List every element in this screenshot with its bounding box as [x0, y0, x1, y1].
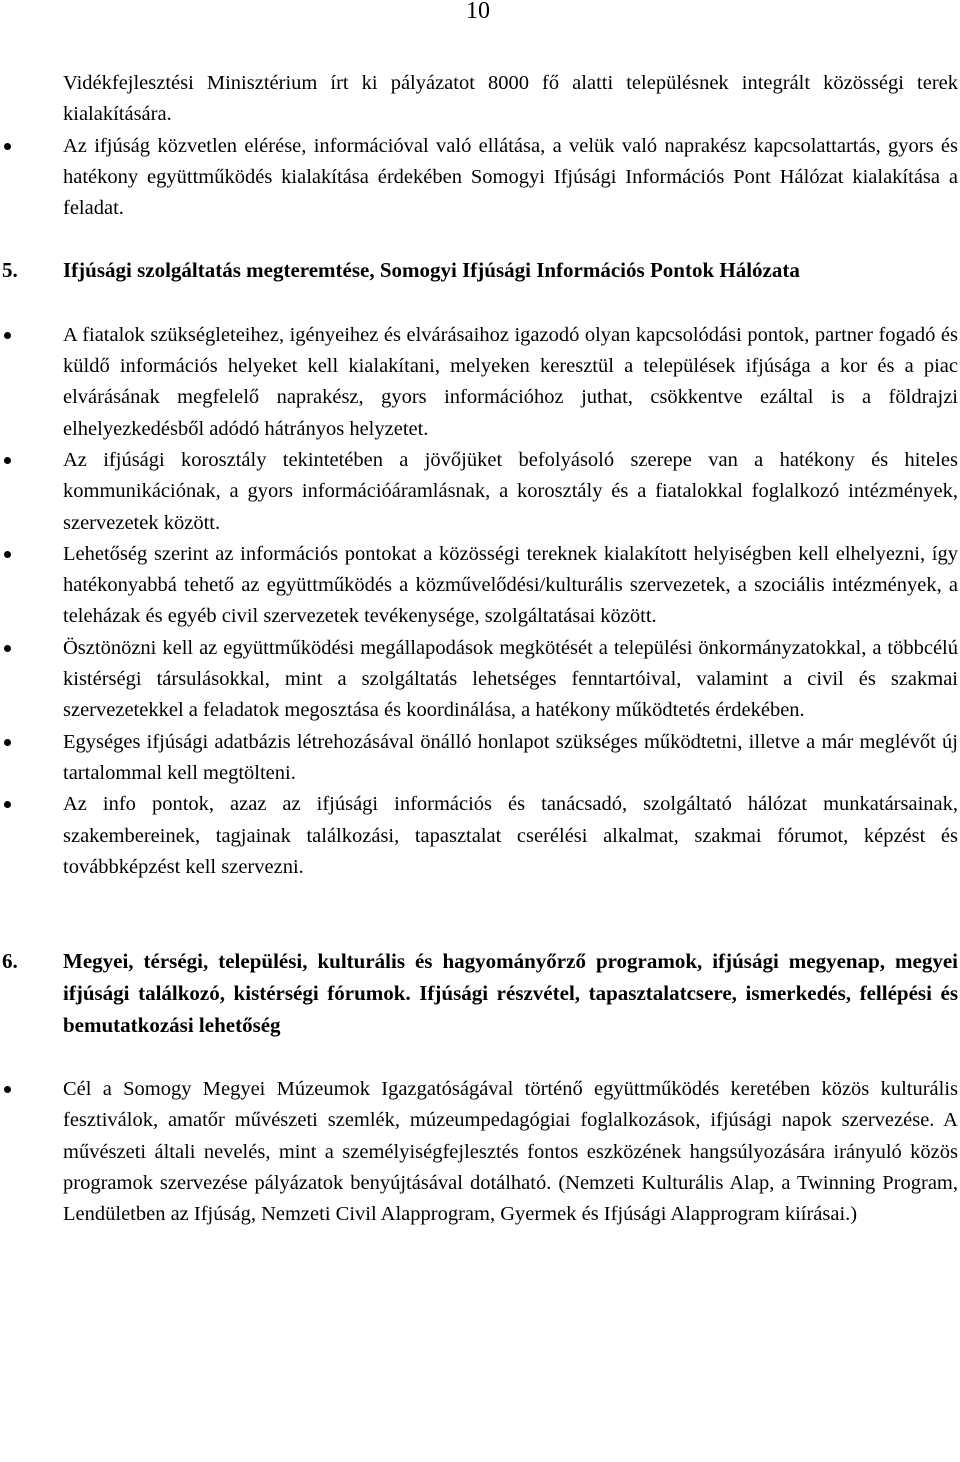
bullet-icon: [4, 739, 11, 746]
intro-continuation-paragraph: Vidékfejlesztési Minisztérium írt ki pályázatot 8000 fő alatti településnek integrált közösségi terek kialakítására.: [63, 72, 958, 126]
list-item-text: Cél a Somogy Megyei Múzeumok Igazgatóságával történő együttműködés keretében közös kulturális fesztiválok, amatőr művészeti szemlék, múzeumpedagógiai foglalkozások, ifjúsági napok szervezése. A művészeti általi nevelés, mint a személyiségfejlesztés fontos eszközének hangsúlyozására irányuló közös programok szervezése pályázatok benyújtásával dotálható. (Nemzeti Kulturális Alap, a Twinning Program, Lendületben az Ifjúság, Nemzeti Civil Alapprogram, Gyermek és Ifjúsági Alapprogram kiírásai.): [63, 1078, 958, 1226]
section-6-number: 6.: [2, 949, 18, 974]
bullet-icon: [4, 801, 11, 808]
list-item-text: Az ifjúsági korosztály tekintetében a jövőjüket befolyásoló szerepe van a hatékony és hiteles kommunikációnak, a gyors információáramlásnak, a korosztály és a fiatalokkal foglalkozó intézmények, szervezetek között.: [63, 448, 958, 534]
list-item-text: Egységes ifjúsági adatbázis létrehozásával önálló honlapot szükséges működtetni, illetve a már meglévőt új tartalommal kell megtölteni.: [63, 730, 958, 784]
list-item: [63, 131, 958, 225]
section-5-title: Ifjúsági szolgáltatás megteremtése, Somogyi Ifjúsági Információs Pontok Hálózata: [63, 258, 800, 283]
section-5-bullet-list: [63, 320, 958, 883]
section-6-bullet-list: [63, 1074, 958, 1230]
section-6-heading: [2, 945, 958, 1041]
list-item: [63, 789, 958, 883]
list-item-text: Ösztönözni kell az együttműködési megállapodások megkötését a települési önkormányzatokkal, a többcélú kistérségi társulásokkal, mint a szolgáltatás lehetséges fenntartóival, valamint a civil és szakmai szervezetekkel a feladatok megosztása és koordinálása, a hatékony működtetés érdekében.: [63, 636, 958, 722]
list-item: [63, 633, 958, 727]
document-body: [2, 68, 958, 1231]
list-item: [63, 539, 958, 633]
section-6-title: Megyei, térségi, települési, kulturális és hagyományőrző programok, ifjúsági megyenap, megyei ifjúsági találkozó, kistérségi fórumok. Ifjúsági részvétel, tapasztalatcsere, ismerkedés, fellépési és bemutatkozási lehetőség: [63, 949, 958, 1038]
bullet-icon: [4, 332, 11, 339]
list-item-text: Az ifjúság közvetlen elérése, információval való ellátása, a velük való naprakész kapcsolattartás, gyors és hatékony együttműködés kialakítása érdekében Somogyi Ifjúsági Információs Pont Hálózat kialakítása a feladat.: [63, 134, 958, 220]
list-item: [63, 445, 958, 539]
intro-bullet-list: [63, 131, 958, 225]
bullet-icon: [4, 551, 11, 558]
bullet-icon: [4, 1086, 11, 1093]
section-5-number: 5.: [2, 258, 18, 283]
section-5-heading: [2, 255, 958, 286]
list-item: [63, 1074, 958, 1230]
page-number: 10: [466, 0, 490, 24]
list-item-text: Az info pontok, azaz az ifjúsági információs és tanácsadó, szolgáltató hálózat munkatársainak, szakembereinek, tagjainak találkozási, tapasztalat cserélési alkalmat, szakmai fórumot, képzést és továbbképzést kell szervezni.: [63, 793, 958, 878]
list-item-text: Lehetőség szerint az információs pontokat a közösségi tereknek kialakított helyiségben kell elhelyezni, így hatékonyabbá tehető az együttműködés a közművelődési/kulturális szervezetek, a szociális intézmények, a teleházak és egyéb civil szervezetek tevékenysége, szolgáltatásai között.: [63, 542, 958, 628]
bullet-icon: [4, 143, 11, 150]
list-item-text: A fiatalok szükségleteihez, igényeihez és elvárásaihoz igazodó olyan kapcsolódási pontok, partner fogadó és küldő információs helyeket kell kialakítani, melyeken keresztül a települések ifjúsága a kor és a piac elvárásának megfelelő naprakész, gyors információhoz juthat, csökkentve ezáltal is a földrajzi elhelyezkedésből adódó hátrányos helyzetet.: [63, 323, 958, 440]
bullet-icon: [4, 645, 11, 652]
bullet-icon: [4, 457, 11, 464]
list-item: [63, 727, 958, 790]
list-item: [63, 320, 958, 445]
